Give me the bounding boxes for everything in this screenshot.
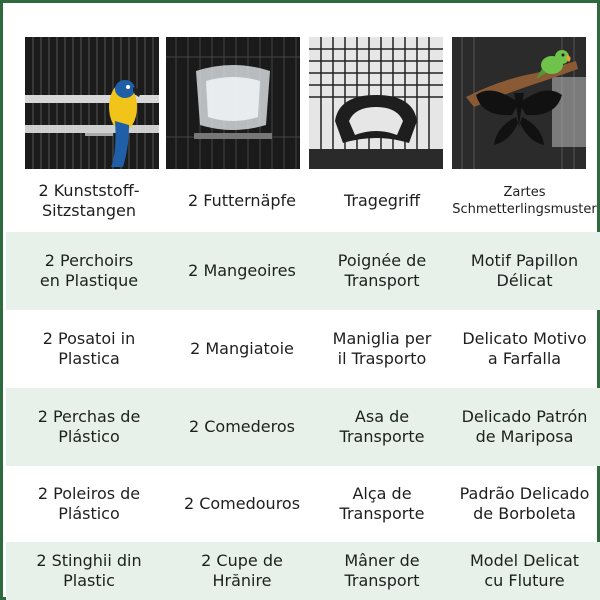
cell-butterfly: Delicato Motivo a Farfalla (462, 329, 587, 368)
cell-bowls: 2 Cupe de Hrănire (201, 551, 283, 590)
parrot-on-perch-photo (25, 37, 159, 169)
green-parrot-icon (534, 45, 574, 85)
row-italian (6, 310, 600, 388)
cell-bowls: 2 Comederos (188, 417, 295, 436)
cell-bowls: 2 Futternäpfe (188, 190, 296, 210)
butterfly-pattern-photo (452, 37, 586, 169)
row-romanian (6, 542, 600, 600)
cell-perches: 2 Stinghii din Plastic (36, 551, 142, 590)
row-german (6, 169, 600, 232)
cell-handle: Asa de Transporte (339, 407, 425, 446)
cell-perches: 2 Perchoirs en Plastique (39, 251, 139, 290)
cell-handle: Maniglia per il Trasporto (332, 329, 432, 368)
row-spanish (6, 388, 600, 466)
cell-handle: Tragegriff (343, 190, 420, 210)
cell-perches: 2 Kunststoff- Sitzstangen (38, 180, 140, 220)
cell-butterfly: Delicado Patrón de Mariposa (461, 407, 588, 446)
cell-handle: Mâner de Transport (344, 551, 420, 590)
cell-butterfly: Padrão Delicado de Borboleta (459, 484, 590, 523)
cell-butterfly: Model Delicat cu Fluture (469, 551, 580, 590)
cell-perches: 2 Poleiros de Plástico (37, 484, 141, 523)
cell-perches: 2 Perchas de Plástico (37, 407, 141, 446)
cell-perches: 2 Posatoi in Plastica (42, 329, 136, 368)
carry-handle-photo (309, 37, 443, 169)
cell-handle: Poignée de Transport (337, 251, 427, 290)
cell-bowls: 2 Comedouros (183, 494, 301, 513)
cell-handle: Alça de Transporte (339, 484, 425, 523)
feeding-bowl-photo (166, 37, 300, 169)
row-french (6, 232, 600, 310)
row-portuguese (6, 466, 600, 542)
cell-butterfly: Zartes Schmetterlingsmuster (452, 184, 597, 217)
cell-bowls: 2 Mangeoires (188, 261, 296, 280)
cell-bowls: 2 Mangiatoie (190, 339, 294, 358)
photo-strip (25, 37, 587, 169)
cell-butterfly: Motif Papillon Délicat (470, 251, 579, 290)
